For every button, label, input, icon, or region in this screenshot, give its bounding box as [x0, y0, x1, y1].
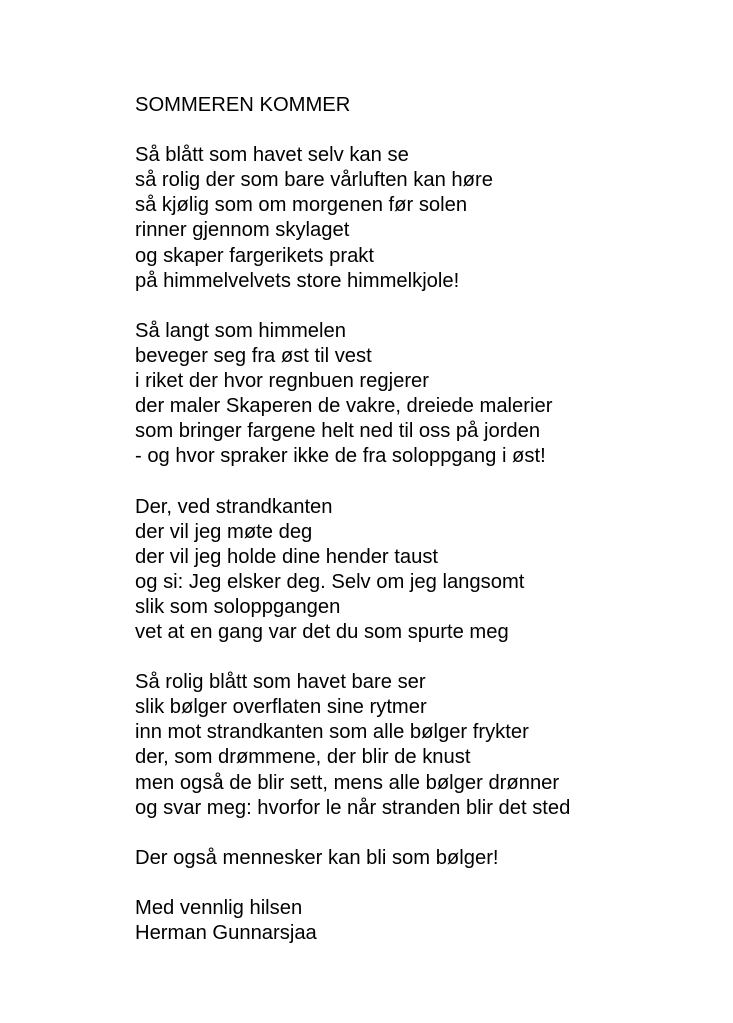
poem-line: Der også mennesker kan bli som bølger! [135, 846, 499, 869]
poem-line: der vil jeg møte deg [135, 520, 313, 543]
poem-document [135, 93, 695, 946]
poem-line: rinner gjennom skylaget [135, 219, 350, 242]
poem-line: Så langt som himmelen [135, 319, 346, 342]
signature-name: Herman Gunnarsjaa [135, 922, 317, 945]
poem-title: SOMMEREN KOMMER [135, 94, 351, 116]
closing-text: Med vennlig hilsen [135, 897, 303, 919]
poem-line: Så blått som havet selv kan se [135, 144, 409, 167]
poem-line: slik som soloppgangen [135, 595, 341, 618]
poem-line: der, som drømmene, der blir de knust [135, 746, 471, 769]
poem-line: i riket der hvor regnbuen regjerer [135, 370, 429, 393]
poem-line: slik bølger overflaten sine rytmer [135, 696, 427, 719]
poem-line: og skaper fargerikets prakt [135, 244, 374, 267]
poem-line: men også de blir sett, mens alle bølger drønner [135, 771, 560, 794]
poem-line: - og hvor spraker ikke de fra soloppgang i øst! [135, 445, 546, 468]
stanza-3 [135, 495, 695, 646]
poem-line: vet at en gang var det du som spurte meg [135, 620, 509, 643]
poem-line: og svar meg: hvorfor le når stranden blir det sted [135, 796, 571, 819]
stanza-1 [135, 143, 695, 294]
poem-line: der maler Skaperen de vakre, dreiede malerier [135, 395, 553, 418]
stanza-5 [135, 846, 695, 871]
poem-line: inn mot strandkanten som alle bølger frykter [135, 721, 529, 744]
poem-line: så kjølig som om morgenen før solen [135, 194, 468, 217]
poem-line: der vil jeg holde dine hender taust [135, 545, 439, 568]
poem-line: beveger seg fra øst til vest [135, 344, 372, 367]
poem-line: Der, ved strandkanten [135, 495, 333, 518]
closing-block [135, 896, 695, 946]
poem-line: Så rolig blått som havet bare ser [135, 671, 426, 694]
poem-line: og si: Jeg elsker deg. Selv om jeg langsomt [135, 570, 525, 593]
poem-line: så rolig der som bare vårluften kan høre [135, 169, 493, 192]
stanza-4 [135, 670, 695, 821]
stanza-2 [135, 319, 695, 470]
poem-line: som bringer fargene helt ned til oss på jorden [135, 420, 541, 443]
poem-line: på himmelvelvets store himmelkjole! [135, 269, 460, 292]
